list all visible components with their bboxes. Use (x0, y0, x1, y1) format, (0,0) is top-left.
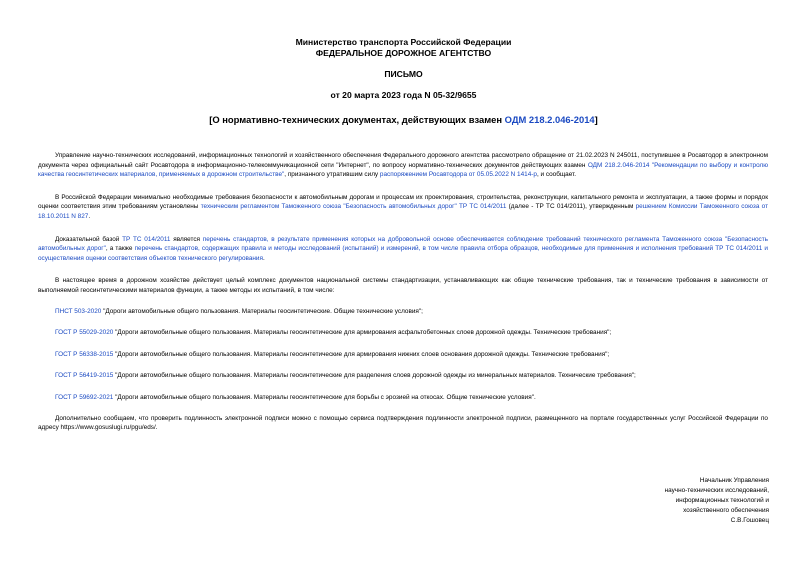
signature-position-line-4: хозяйственного обеспечения (683, 507, 769, 514)
p2-text-1: В Российской Федерации минимально необходимые требования безопасности к автомобильным дорогам и процессам их проектирования, строительства, реконструкции, капитального ремонта и эксплуатации, а также формы и порядок оценки соответствия этим требованиям установлены (38, 193, 768, 211)
title-open-bracket: [ (209, 114, 213, 125)
p2-text-2: (далее - ТР ТС 014/2011), утвержденным (506, 203, 636, 211)
document-date-number: от 20 марта 2023 года N 05-32/9655 (330, 90, 477, 100)
signature-block (665, 476, 769, 526)
letter-body (38, 151, 768, 433)
document-title (0, 114, 807, 125)
paragraph-1 (38, 151, 768, 180)
standard-item (38, 350, 768, 360)
standard-title: "Дороги автомобильные общего пользования. Материалы геосинтетические для армирования нижних слоев основания дорожной одежды. Технические требования"; (113, 350, 610, 358)
standard-title: "Дороги автомобильные общего пользования. Материалы геосинтетические для армирования асфальтобетонных слоев дорожной одежды. Технические требования"; (113, 329, 612, 337)
p2-link-regulation[interactable]: техническим регламентом Таможенного союза "Безопасность автомобильных дорог" ТР ТС 014/2011 (200, 203, 507, 211)
p1-text-2: , признанного утратившим силу (284, 171, 380, 179)
p3-link-methods-list[interactable]: перечень стандартов, содержащих правила и методы исследований (испытаний) и измерений, в том числе правила отбора образцов, необходимые для применения и исполнения требований ТР ТС 014/2011 и осуществления оценки соответствия объектов технического регулирования (38, 245, 768, 262)
p3-link-trts[interactable]: ТР ТС 014/2011 (122, 235, 171, 243)
title-link-odm[interactable]: ОДМ 218.2.046-2014 (504, 114, 595, 125)
p3-text-3: , а также (105, 245, 135, 253)
ministry-name: Министерство транспорта Российской Федерации (295, 37, 512, 47)
signature-position-line-3: информационных технологий и (675, 497, 769, 504)
signature-position-line-1: Начальник Управления (699, 477, 769, 484)
standard-item (38, 328, 768, 338)
standard-item (38, 371, 768, 381)
p3-text-4: . (262, 254, 265, 262)
standard-item (38, 307, 768, 317)
p2-text-3: . (88, 212, 91, 220)
p1-link-odm[interactable]: ОДМ 218.2.046-2014 "Рекомендации по выбору и контролю качества геосинтетических материалов, применяемых в дорожном строительстве" (38, 161, 769, 179)
signatory-name: С.В.Гошовец (730, 517, 769, 524)
p1-text-1: Управление научно-технических исследований, информационных технологий и хозяйственного обеспечения Федерального дорожного агентства рассмотрело обращение от 21.02.2023 N 245011, поступившее в Росавтодор в электронном документа через официальный сайт Росавтодора в информационно-телекоммуникационной сети "Интернет", по вопросу нормативно-технических документов действующих взамен (38, 152, 768, 169)
standard-code-link[interactable]: ГОСТ Р 59692-2021 (55, 393, 114, 401)
standard-code-link[interactable]: ГОСТ Р 56338-2015 (55, 350, 114, 358)
signature-position-line-2: научно-технических исследований, (664, 487, 769, 494)
paragraph-2 (38, 193, 768, 222)
p3-link-standards-list[interactable]: перечень стандартов, в результате применения которых на добровольной основе обеспечивается соблюдение требований технического регламента Таможенного союза "Безопасность автомобильных дорог" (38, 235, 768, 253)
standard-title: "Дороги автомобильные общего пользования. Материалы геосинтетические для разделения слоев дорожной одежды из минеральных материалов. Технические требования"; (113, 372, 636, 380)
standard-code-link[interactable]: ПНСТ 503-2020 (55, 307, 102, 315)
document-type: ПИСЬМО (384, 69, 423, 79)
p1-link-order[interactable]: распоряжением Росавтодора от 05.05.2022 N 1414-р (379, 171, 537, 179)
paragraph-3 (38, 235, 768, 264)
standard-item (38, 393, 768, 403)
title-text: О нормативно-технических документах, действующих взамен (212, 114, 505, 125)
paragraph-5: Дополнительно сообщаем, что проверить подлинность электронной подписи можно с помощью сервиса подтверждения подлинности электронной подписи, размещенного на портале государственных услуг Российской Федерации по адресу https://www.gosuslugi.ru/pgu/eds/. (38, 414, 768, 432)
paragraph-4: В настоящее время в дорожном хозяйстве действует целый комплекс документов национальной системы стандартизации, устанавливающих как общие технические требования, так и технические требования в зависимости от выполняемой геосинтетическими материалов функции, а также методы их испытаний, в том числе: (38, 277, 768, 294)
p3-text-1: Доказательной базой (55, 235, 123, 243)
title-close-bracket: ] (594, 114, 598, 125)
p1-text-3: , и сообщает. (536, 171, 577, 179)
standard-title: "Дороги автомобильные общего пользования. Материалы геосинтетические для борьбы с эрозией на откосах. Общие технические условия". (113, 393, 536, 401)
p3-text-2: является (170, 235, 203, 243)
p2-link-decision[interactable]: решением Комиссии Таможенного союза от 18.10.2011 N 827 (38, 203, 768, 220)
standard-title: "Дороги автомобильные общего пользования. Материалы геосинтетические. Общие технические условия"; (101, 307, 423, 315)
standard-code-link[interactable]: ГОСТ Р 55029-2020 (55, 329, 114, 337)
standard-code-link[interactable]: ГОСТ Р 56419-2015 (55, 372, 114, 380)
agency-name: ФЕДЕРАЛЬНОЕ ДОРОЖНОЕ АГЕНТСТВО (315, 48, 492, 58)
